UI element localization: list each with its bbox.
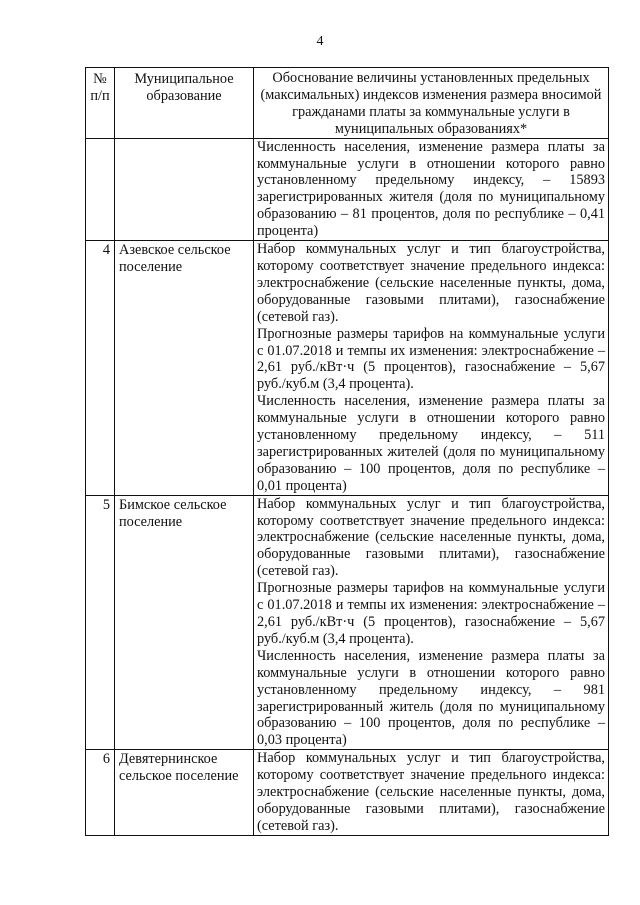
page-number: 4 bbox=[316, 34, 324, 49]
cell-num-empty bbox=[86, 138, 115, 240]
cell-name-empty bbox=[115, 138, 254, 240]
header-municipality: Муниципальное образование bbox=[115, 68, 254, 139]
cell-justification bbox=[254, 750, 609, 836]
paragraph-population: Численность населения, изменение размера платы за коммунальные услуги в отношении которого равно установленному предельному индексу, – 981 зарегистрированный житель (доля по муниципальному образованию – 100 процентов, доля по республике – 0,03 процента) bbox=[257, 647, 605, 749]
cell-num: 6 bbox=[86, 750, 115, 836]
tariff-index-table bbox=[85, 67, 609, 836]
cell-justification bbox=[254, 495, 609, 750]
table-row bbox=[86, 241, 609, 496]
table-row-continuation bbox=[86, 138, 609, 240]
header-justification: Обоснование величины установленных предельных (максимальных) индексов изменения размера вносимой гражданами платы за коммунальные услуги в муниципальных образованиях* bbox=[254, 68, 609, 139]
cell-municipality: Азевское сельское поселение bbox=[115, 241, 254, 496]
cell-num: 4 bbox=[86, 241, 115, 496]
table-row bbox=[86, 750, 609, 836]
table-header-row bbox=[86, 68, 609, 139]
paragraph-services: Набор коммунальных услуг и тип благоустройства, которому соответствует значение предельного индекса: электроснабжение (сельские населенные пункты, дома, оборудованные газовыми плитами), газоснабжение (сетевой газ). bbox=[257, 241, 605, 325]
paragraph-population: Численность населения, изменение размера платы за коммунальные услуги в отношении которого равно установленному предельному индексу, – 15893 зарегистрированных жителя (доля по муниципальному образованию – 81 процентов, доля по республике – 0,41 процента) bbox=[257, 138, 605, 240]
paragraph-population: Численность населения, изменение размера платы за коммунальные услуги в отношении которого равно установленному предельному индексу, – 511 зарегистрированных жителей (доля по муниципальному образованию – 100 процентов, доля по республике – 0,01 процента) bbox=[257, 393, 605, 494]
cell-municipality: Бимское сельское поселение bbox=[115, 495, 254, 750]
paragraph-tariffs: Прогнозные размеры тарифов на коммунальные услуги с 01.07.2018 и темпы их изменения: электроснабжение – 2,61 руб./кВт·ч (5 процентов), газоснабжение – 5,67 руб./куб.м (3,4 процента). bbox=[257, 325, 605, 393]
paragraph-services: Набор коммунальных услуг и тип благоустройства, которому соответствует значение предельного индекса: электроснабжение (сельские населенные пункты, дома, оборудованные газовыми плитами), газоснабжение (сетевой газ). bbox=[257, 750, 605, 834]
paragraph-services: Набор коммунальных услуг и тип благоустройства, которому соответствует значение предельного индекса: электроснабжение (сельские населенные пункты, дома, оборудованные газовыми плитами), газоснабжение (сетевой газ). bbox=[257, 495, 605, 580]
paragraph-tariffs: Прогнозные размеры тарифов на коммунальные услуги с 01.07.2018 и темпы их изменения: электроснабжение – 2,61 руб./кВт·ч (5 процентов), газоснабжение – 5,67 руб./куб.м (3,4 процента). bbox=[257, 580, 605, 647]
header-num: № п/п bbox=[86, 68, 115, 139]
cell-justification bbox=[254, 138, 609, 240]
cell-municipality: Девятернинское сельское поселение bbox=[115, 750, 254, 836]
cell-num: 5 bbox=[86, 495, 115, 750]
table-row bbox=[86, 495, 609, 750]
cell-justification bbox=[254, 241, 609, 496]
